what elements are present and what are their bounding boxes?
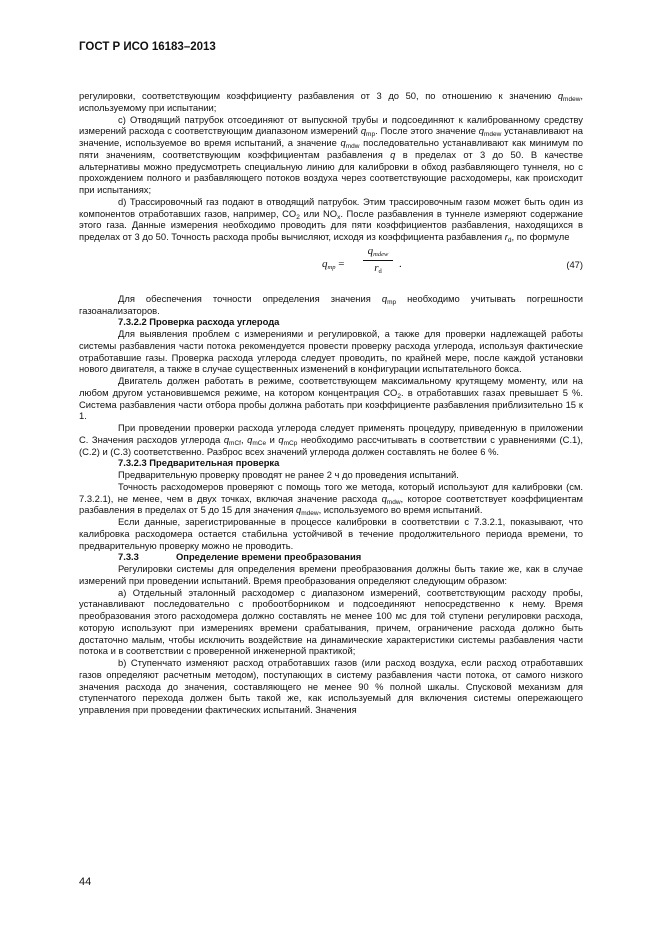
formula-period: .: [399, 257, 402, 270]
page-body: [79, 90, 583, 716]
paragraph-item-a: а) Отдельный эталонный расходомер с диапазоном измерений, соответствующим расходу пробы, устанавливают последовательно с пробоотборником и подсоединяют непосредственно к нему. Время преобразования этого расходомера должно составлять не менее 100 мс для той ступени регулировки расхода, которую используют при измерениях времени срабатывания, причем, ограничение расхода должно быть достаточно малым, чтобы исключить воздействие на динамические характеристики системы разбавления части потока и в соответствии с проверенной инженерной практикой;: [79, 586, 583, 657]
section-heading-7-3-2-3: 7.3.2.3 Предварительная проверка: [118, 457, 280, 469]
paragraph-item-b: b) Ступенчато изменяют расход отработавших газов (или расход воздуха, если расход отработавших газов определяют расчетным методом), поступающих в систему разбавления части потока, от самого низкого значения расхода до значения, составляющего не менее 90 % полной шкалы. Спусковой механизм для ступенчатого перехода должен быть такой же, как используемый для включения системы опережающего управления при проведении фактических испытаний. Значения: [79, 657, 583, 715]
formula-number: (47): [566, 258, 583, 270]
formula-denominator: $r_d$: [374, 261, 382, 275]
paragraph-pretest-timing: Предварительную проверку проводят не ранее 2 ч до проведения испытаний.: [118, 469, 459, 480]
paragraph-annex-c: При проведении проверки расхода углерода следует применять процедуру, приведенную в приложении С. Значения расходов углерода $q_{mCf}$, $q_{mCe}$ и $q_{mCp}$ необходимо рассчитывать в соответствии с уравнениями (С.1), (С.2) и (С.3) соответственно. Разброс всех значений углерода должен составлять не более 6 %.: [79, 422, 583, 457]
formula-numerator: $q_{mdew}$: [363, 246, 393, 261]
paragraph-calibration-stable: Если данные, зарегистрированные в процессе калибровки в соответствии с 7.3.2.1, показывают, что калибровка расходомера остается стабильна устойчивой в течение продолжительного периода времени, то предварительную проверку можно не проводить.: [79, 516, 583, 551]
formula-47: [79, 246, 583, 288]
section-heading-7-3-3: 7.3.3 Определение времени преобразования: [118, 551, 362, 563]
paragraph-carbon-flow-check: Для выявления проблем с измерениями и регулировкой, а также для проверки надлежащей работы системы разбавления части потока рекомендуется провести проверку расхода углерода, используя фактические отработавшие газы. Проверка расхода углерода следует проводить, по крайней мере, после каждой установки нового двигателя, а также в случае существенных изменений в конфигурации испытательного бокса.: [79, 328, 583, 375]
paragraph-transformation-time: Регулировки системы для определения времени преобразования должны быть такие же, как в случае измерений при проведении испытаний. Время преобразования определяют следующим образом:: [79, 563, 583, 586]
formula-lhs: $q_{mp}$ =: [322, 257, 345, 271]
paragraph-dilution-calibration: регулировки, соответствующим коэффициенту разбавления от 3 до 50, по отношению к значению $q_{mdew}$, используемому при испытании;: [79, 90, 583, 113]
section-heading-7-3-2-2: 7.3.2.2 Проверка расхода углерода: [118, 316, 280, 328]
document-header: ГОСТ Р ИСО 16183–2013: [79, 41, 216, 53]
paragraph-gas-analyzer-accuracy: Для обеспечения точности определения значения $q_{mp}$ необходимо учитывать погрешности газоанализаторов.: [79, 292, 583, 316]
paragraph-engine-mode: Двигатель должен работать в режиме, соответствующем максимальному крутящему моменту, или на любом другом установившемся режиме, на котором концентрация $CO_2$. в отработавших газах превышает 5 %. Система разбавления части отбора пробы должна работать при коэффициенте разбавления приблизительно 15 к 1.: [79, 375, 583, 422]
paragraph-item-c: с) Отводящий патрубок отсоединяют от выпускной трубы и подсоединяют к калиброванному средству измерений расхода с соответствующим диапазоном измерений $q_{mp}$. После этого значение $q_{mdew}$ устанавливают на значение, используемое во время испытаний, а значение $q_{mdw}$ последовательно устанавливают как минимум по пяти значениям, соответствующим коэффициентам разбавления q в пределах от 3 до 50. В качестве альтернативы можно предусмотреть специальную линию для калибровки в обход разбавляющего туннеля, но с прохождением полного и разбавляющего потоков воздуха через соответствующие расходомеры, как происходит при испытаниях;: [79, 113, 584, 195]
paragraph-item-d: d) Трассировочный газ подают в отводящий патрубок. Этим трассировочным газом может быть один из компонентов отработавших газов, например, $CO_2$ или $NO_x$. После разбавления в туннеле измеряют содержание этого газа. Данные измерения необходимо проводить для пяти коэффициентов разбавления, находящихся в пределах от 3 до 50. Точность расхода пробы вычисляют, исходя из коэффициента разбавления $r_d$, по формуле: [79, 195, 584, 244]
paragraph-flowmeter-accuracy: Точность расходомеров проверяют с помощь того же метода, который используют для калибровки (см. 7.3.2.1), не менее, чем в двух точках, включая значение расхода $q_{mdw}$, которое соответствует коэффициентам разбавления в пределах от 5 до 15 для значения $q_{mdew}$, используемого во время испытаний.: [79, 480, 584, 518]
formula-fraction: [363, 246, 393, 275]
page-number: 44: [79, 876, 92, 888]
